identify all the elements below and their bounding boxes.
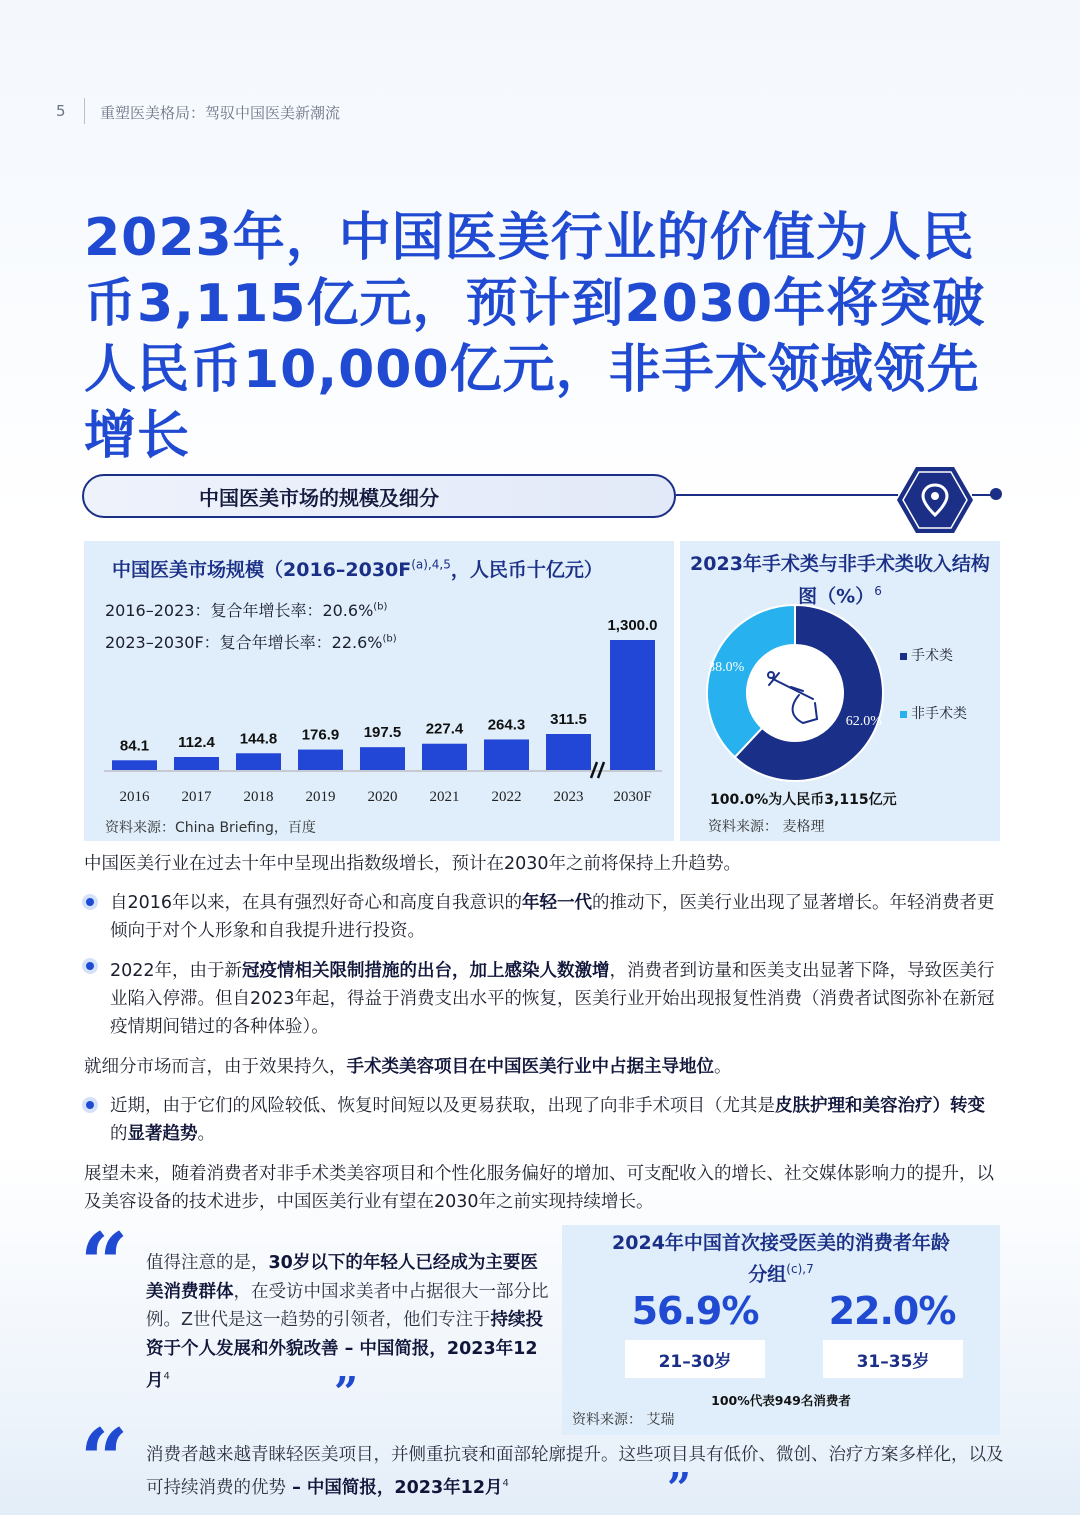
bar-value-label: 264.3 xyxy=(487,716,526,734)
bar-2017 xyxy=(174,757,219,770)
header-divider xyxy=(84,98,85,124)
bar-value-label: 1,300.0 xyxy=(607,617,658,634)
x-tick-label: 2021 xyxy=(429,789,460,805)
paragraph-segments: 就细分市场而言，由于效果持久，手术类美容项目在中国医美行业中占据主导地位。 xyxy=(84,1057,732,1077)
bar-chart-source: 资料来源：China Briefing，百度 xyxy=(105,820,316,836)
bar-value-label: 112.4 xyxy=(178,734,215,752)
bar-2022 xyxy=(484,739,529,770)
section-rule-dot xyxy=(990,488,1002,500)
legend-swatch xyxy=(900,653,907,660)
x-tick-label: 2023 xyxy=(553,789,584,805)
legend-label: 手术类 xyxy=(911,648,953,664)
cagr-2023-2030: 2023–2030F：复合年增长率：22.6%$^{(b)}$ xyxy=(105,633,397,652)
legend-swatch xyxy=(900,711,907,718)
bar-2030F xyxy=(610,640,655,770)
bar-chart xyxy=(84,600,674,815)
legend-label: 非手术类 xyxy=(911,706,967,722)
bar-value-label: 311.5 xyxy=(550,711,587,728)
x-tick-label: 2018 xyxy=(243,789,274,805)
bar-value-label: 144.8 xyxy=(239,730,278,748)
legend-item xyxy=(900,703,967,723)
bar-2016 xyxy=(112,760,157,770)
bullet-covid: 2022年，由于新冠疫情相关限制措施的出台，加上感染人数激增，消费者到访量和医美支出显著下降，导致医美行业陷入停滞。但自2023年起，得益于消费支出水平的恢复，医美行业开始出现报复性消费（消费者试图弥补在新冠疫情期间错过的各种体验）。 xyxy=(110,961,995,1037)
age-group-pct: 22.0% xyxy=(828,1289,956,1333)
pie-legend xyxy=(900,645,967,761)
age-stats-title: 2024年中国首次接受医美的消费者年龄分组$^{(c),7}$ xyxy=(612,1232,950,1286)
paragraph-outlook: 展望未来，随着消费者对非手术类美容项目和个性化服务偏好的增加、可支配收入的增长、社交媒体影响力的提升，以及美容设备的技术进步，中国医美行业有望在2030年之前实现持续增长。 xyxy=(84,1164,994,1212)
bar-value-label: 227.4 xyxy=(425,720,464,738)
page-number: 5 xyxy=(56,102,66,120)
bar-value-label: 176.9 xyxy=(301,726,340,744)
section-rule xyxy=(676,494,898,496)
pie-value-label: 62.0% xyxy=(845,714,882,730)
legend-item xyxy=(900,645,967,665)
section-heading: 中国医美市场的规模及细分 xyxy=(199,485,439,510)
x-tick-label: 2020 xyxy=(367,789,398,805)
quote-light-aesthetics: 消费者越来越青睐轻医美项目，并侧重抗衰和面部轮廓提升。这些项目具有低价、微创、治疗方案多样化，以及可持续消费的优势 – 中国简报，2023年12月$^4$ xyxy=(146,1445,1004,1498)
x-tick-label: 2030F xyxy=(613,789,652,805)
bullet-non-surgical-shift: 近期，由于它们的风险较低、恢复时间短以及更易获取，出现了向非手术项目（尤其是皮肤护理和美容治疗）转变的显著趋势。 xyxy=(110,1096,985,1144)
bullet-young-generation: 自2016年以来，在具有强烈好奇心和高度自我意识的年轻一代的推动下，医美行业出现了显著增长。年轻消费者更倾向于对个人形象和自我提升进行投资。 xyxy=(110,893,995,941)
age-group-label: 31–35岁 xyxy=(823,1340,963,1378)
pie-chart-title: 2023年手术类与非手术类收入结构图（%）$^6$ xyxy=(690,553,990,608)
bar-2020 xyxy=(360,747,405,770)
quote-open-icon: “ xyxy=(80,1214,129,1313)
cagr-2016-2023: 2016–2023：复合年增长率：20.6%$^{(b)}$ xyxy=(105,601,388,620)
age-stats-note: 100%代表949名消费者 xyxy=(711,1393,851,1408)
age-stats-source: 资料来源： 艾瑞 xyxy=(572,1412,675,1428)
quote-close-icon: ” xyxy=(667,1464,692,1513)
x-tick-label: 2019 xyxy=(305,789,336,805)
x-tick-label: 2022 xyxy=(491,789,522,805)
bullet-dot xyxy=(86,962,94,970)
bar-2019 xyxy=(298,750,343,770)
quote-close-icon: ” xyxy=(334,1368,359,1417)
bullet-dot xyxy=(86,898,94,906)
paragraph-intro: 中国医美行业在过去十年中呈现出指数级增长，预计在2030年之前将保持上升趋势。 xyxy=(84,854,742,874)
pie-chart xyxy=(700,603,890,783)
quote-young-consumers: 值得注意的是，30岁以下的年轻人已经成为主要医美消费群体，在受访中国求美者中占据很大一部分比例。Z世代是这一趋势的引领者，他们专注于持续投资于个人发展和外貌改善 – 中国简报，2023年12月$^4$ xyxy=(146,1253,549,1391)
quote-open-icon: “ xyxy=(80,1410,129,1509)
bullet-dot xyxy=(86,1101,94,1109)
bar-value-label: 84.1 xyxy=(119,737,150,755)
bar-chart-title: 中国医美市场规模（$2016-2030F^{(a),4,5}$，人民币十亿元） xyxy=(112,557,603,581)
age-group-label: 21–30岁 xyxy=(625,1340,765,1378)
bar-2018 xyxy=(236,753,281,770)
bar-value-label: 197.5 xyxy=(363,724,402,742)
x-tick-label: 2017 xyxy=(181,789,212,805)
pie-chart-source: 资料来源： 麦格理 xyxy=(708,819,825,835)
pie-value-label: 38.0% xyxy=(708,659,745,675)
bar-2021 xyxy=(422,744,467,770)
pie-total-note: 100.0%为人民币3,115亿元 xyxy=(710,792,897,808)
x-tick-label: 2016 xyxy=(119,789,150,805)
section-heading-pill xyxy=(82,474,676,518)
age-group-pct: 56.9% xyxy=(631,1289,759,1333)
location-pin-icon xyxy=(896,465,974,535)
bar-2023 xyxy=(546,734,591,770)
running-title: 重塑医美格局：驾驭中国医美新潮流 xyxy=(100,104,341,122)
page-title: 2023年，中国医美行业的价值为人民币3,115亿元，预计到2030年将突破人民币10,000亿元，非手术领域领先增长 xyxy=(84,208,986,466)
